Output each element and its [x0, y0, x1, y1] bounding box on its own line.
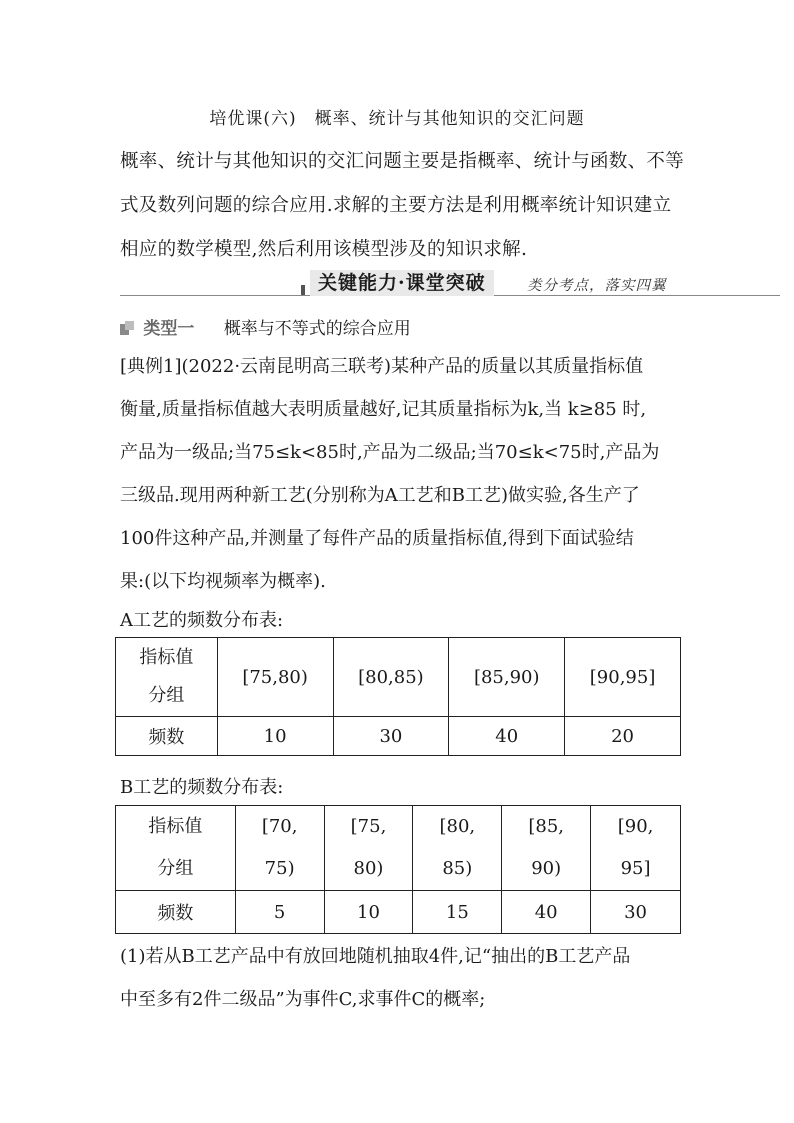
intro-line: 相应的数学模型,然后利用该模型涉及的知识求解. [120, 239, 528, 260]
table-a-caption: A工艺的频数分布表: [120, 610, 284, 631]
table-count-cell: 15 [413, 891, 502, 934]
question-line: (1)若从B工艺产品中有放回地随机抽取4件,记“抽出的B工艺产品 [120, 946, 631, 967]
intro-line: 概率、统计与其他知识的交汇问题主要是指概率、统计与函数、不等 [120, 151, 685, 172]
table-b-caption: B工艺的频数分布表: [120, 777, 284, 798]
table-group-cell: [75, 80) [324, 806, 413, 891]
table-count-cell: 20 [565, 717, 681, 756]
table-row [116, 717, 681, 756]
table-group-cell: [90, 95] [591, 806, 681, 891]
intro-line: 式及数列问题的综合应用.求解的主要方法是利用概率统计知识建立 [120, 195, 672, 216]
banner-heading: 关键能力·课堂突破 [310, 270, 494, 296]
table-count-cell: 5 [235, 891, 324, 934]
type-title: 概率与不等式的综合应用 [223, 319, 411, 339]
table-group-cell: [85,90) [449, 638, 565, 717]
table-group-cell: [80,85) [333, 638, 449, 717]
table-a [115, 637, 681, 756]
type-heading [120, 314, 411, 339]
table-count-cell: 10 [217, 717, 333, 756]
table-row [116, 806, 681, 891]
table-group-cell: [90,95] [565, 638, 681, 717]
table-row-label: 频数 [116, 891, 236, 934]
table-header-cell: 指标值 分组 [116, 806, 236, 891]
table-group-cell: [85, 90) [502, 806, 591, 891]
type-square-icon [120, 321, 134, 335]
table-group-cell: [70, 75) [235, 806, 324, 891]
example-line: [典例1](2022·云南昆明高三联考)某种产品的质量以其质量指标值 [120, 356, 644, 377]
question-paragraph [120, 935, 690, 1021]
example-line: 衡量,质量指标值越大表明质量越好,记其质量指标为k,当 k≥85 时, [120, 399, 647, 420]
table-row-label: 频数 [116, 717, 218, 756]
example-line: 果:(以下均视频率为概率). [120, 571, 326, 592]
table-count-cell: 40 [502, 891, 591, 934]
type-label: 类型一 [143, 319, 195, 339]
table-count-cell: 40 [449, 717, 565, 756]
table-group-cell: [80, 85) [413, 806, 502, 891]
intro-paragraph [120, 140, 700, 272]
table-row [116, 638, 681, 717]
question-line: 中至多有2件二级品”为事件C,求事件C的概率; [120, 989, 486, 1010]
section-banner [120, 268, 780, 298]
lesson-title: 培优课(六) 概率、统计与其他知识的交汇问题 [209, 109, 585, 129]
example-line: 产品为一级品;当75≤k<85时,产品为二级品;当70≤k<75时,产品为 [120, 442, 660, 463]
table-header-cell: 指标值 分组 [116, 638, 218, 717]
table-count-cell: 10 [324, 891, 413, 934]
example-line: 三级品.现用两种新工艺(分别称为A工艺和B工艺)做实验,各生产了 [120, 485, 640, 506]
banner-marker-icon [301, 285, 305, 295]
table-b [115, 805, 681, 934]
table-row [116, 891, 681, 934]
table-group-cell: [75,80) [217, 638, 333, 717]
banner-subtitle: 类分考点，落实四翼 [527, 278, 667, 294]
table-count-cell: 30 [591, 891, 681, 934]
example-paragraph [120, 345, 690, 603]
table-count-cell: 30 [333, 717, 449, 756]
example-line: 100件这种产品,并测量了每件产品的质量指标值,得到下面试验结 [120, 528, 634, 549]
